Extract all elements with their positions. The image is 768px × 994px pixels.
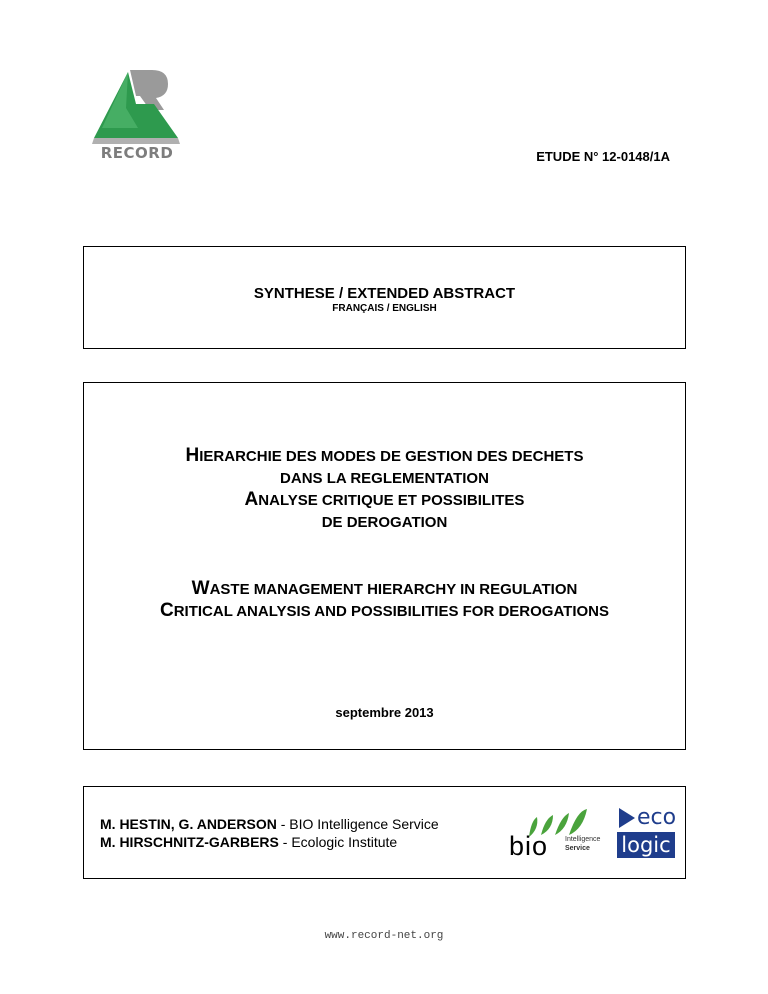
french-title — [84, 445, 685, 533]
ecologic-logo — [617, 805, 675, 859]
french-title-line: DANS LA REGLEMENTATION — [280, 470, 489, 487]
record-logo — [92, 68, 182, 164]
eco-wordmark: eco — [637, 805, 677, 830]
english-title-line: CRITICAL ANALYSIS AND POSSIBILITIES FOR DEROGATIONS — [159, 600, 610, 621]
bio-wordmark: bio — [509, 831, 549, 861]
authors-list — [100, 815, 439, 851]
french-title-line: HIERARCHIE DES MODES DE GESTION DES DECHETS — [185, 445, 584, 466]
bio-intelligence-logo — [509, 807, 604, 862]
english-title-line: WASTE MANAGEMENT HIERARCHY IN REGULATION — [191, 578, 578, 599]
study-reference: ETUDE N° 12-0148/1A — [536, 149, 670, 164]
english-title — [84, 578, 685, 622]
author-line: M. HIRSCHNITZ-GARBERS - Ecologic Institute — [100, 834, 398, 850]
record-wordmark: RECORD — [100, 144, 174, 162]
french-title-line: ANALYSE CRITIQUE ET POSSIBILITES — [244, 489, 525, 510]
bio-tagline-2: Service — [565, 845, 590, 852]
footer-url[interactable]: www.record-net.org — [324, 930, 444, 942]
synthesis-box — [83, 246, 686, 349]
record-triangle-icon — [92, 68, 182, 146]
synthesis-title: SYNTHESE / EXTENDED ABSTRACT — [253, 285, 516, 302]
bio-tagline-1: Intelligence — [565, 836, 601, 843]
publication-date: septembre 2013 — [335, 705, 434, 720]
french-title-line: DE DEROGATION — [321, 514, 448, 531]
author-line: M. HESTIN, G. ANDERSON - BIO Intelligence Service — [100, 816, 439, 832]
synthesis-subtitle: FRANÇAIS / ENGLISH — [332, 303, 437, 314]
eco-arrow-icon — [617, 807, 637, 829]
title-box — [83, 382, 686, 750]
logic-wordmark: logic — [617, 832, 675, 858]
authors-box — [83, 786, 686, 879]
